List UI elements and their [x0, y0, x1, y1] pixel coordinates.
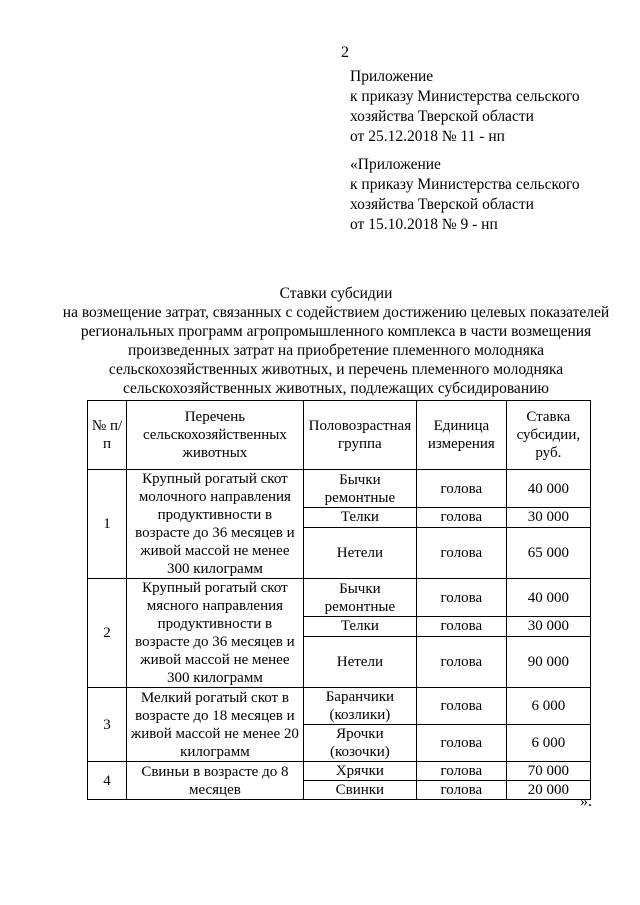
rate: 40 000 [506, 579, 590, 617]
appendix-line: от 15.10.2018 № 9 - нп [350, 216, 498, 233]
age-group: Телки [303, 617, 416, 637]
unit: голова [417, 617, 507, 637]
table-row [88, 579, 591, 617]
header-num: № п/п [88, 401, 127, 470]
closing-quote: ». [580, 793, 592, 810]
row-number: 1 [88, 470, 127, 579]
age-group: Бычки ремонтные [303, 579, 416, 617]
table-row [88, 762, 591, 781]
rate: 70 000 [506, 762, 590, 781]
title-heading: Ставки субсидии [279, 285, 393, 302]
rate: 6 000 [506, 725, 590, 762]
header-group: Половозрастная группа [303, 401, 416, 470]
row-number: 4 [88, 762, 127, 800]
age-group: Хрячки [303, 762, 416, 781]
animal-description: Свиньи в возрасте до 8 месяцев [127, 762, 304, 800]
rate: 20 000 [506, 781, 590, 800]
appendix-line: Приложение [350, 68, 434, 85]
unit: голова [417, 508, 507, 528]
header-animals: Перечень сельскохозяйственных животных [127, 401, 304, 470]
rate: 90 000 [506, 636, 590, 687]
rate: 6 000 [506, 688, 590, 725]
unit: голова [417, 636, 507, 687]
appendix-current [350, 67, 580, 147]
unit: голова [417, 688, 507, 725]
unit: голова [417, 579, 507, 617]
document-title [60, 284, 612, 398]
animal-description: Крупный рогатый скот молочного направления продуктивности в возрасте до 36 месяцев и живой массой не менее 300 килограмм [127, 470, 304, 579]
age-group: Нетели [303, 527, 416, 578]
appendix-previous [350, 155, 580, 235]
appendix-line: хозяйства Тверской области [350, 196, 534, 213]
age-group: Телки [303, 508, 416, 528]
age-group: Баранчики (козлики) [303, 688, 416, 725]
row-number: 3 [88, 688, 127, 762]
unit: голова [417, 470, 507, 508]
appendix-line: «Приложение [350, 156, 441, 173]
unit: голова [417, 762, 507, 781]
table-row [88, 688, 591, 725]
rate: 40 000 [506, 470, 590, 508]
age-group: Нетели [303, 636, 416, 687]
age-group: Бычки ремонтные [303, 470, 416, 508]
appendix-line: к приказу Министерства сельского [350, 88, 580, 105]
table-header-row [88, 401, 591, 470]
table-row [88, 470, 591, 508]
page-number: 2 [341, 44, 349, 61]
appendix-line: к приказу Министерства сельского [350, 176, 580, 193]
unit: голова [417, 527, 507, 578]
unit: голова [417, 781, 507, 800]
subsidy-table [87, 400, 591, 800]
row-number: 2 [88, 579, 127, 688]
header-unit: Единица измерения [417, 401, 507, 470]
rate: 65 000 [506, 527, 590, 578]
animal-description: Крупный рогатый скот мясного направления продуктивности в возрасте до 36 месяцев и живой массой не менее 300 килограмм [127, 579, 304, 688]
age-group: Ярочки (козочки) [303, 725, 416, 762]
title-body: на возмещение затрат, связанных с содействием достижению целевых показателей региональных программ агропромышленного комплекса в части возмещения произведенных затрат на приобретение племенного молодняка сельскохозяйственных животных, и перечень племенного молодняка сельскохозяйственных животных, подлежащих субсидированию [62, 304, 610, 397]
appendix-line: от 25.12.2018 № 11 - нп [350, 128, 505, 145]
rate: 30 000 [506, 617, 590, 637]
age-group: Свинки [303, 781, 416, 800]
rate: 30 000 [506, 508, 590, 528]
animal-description: Мелкий рогатый скот в возрасте до 18 месяцев и живой массой не менее 20 килограмм [127, 688, 304, 762]
unit: голова [417, 725, 507, 762]
header-rate: Ставка субсидии, руб. [506, 401, 590, 470]
appendix-line: хозяйства Тверской области [350, 108, 534, 125]
